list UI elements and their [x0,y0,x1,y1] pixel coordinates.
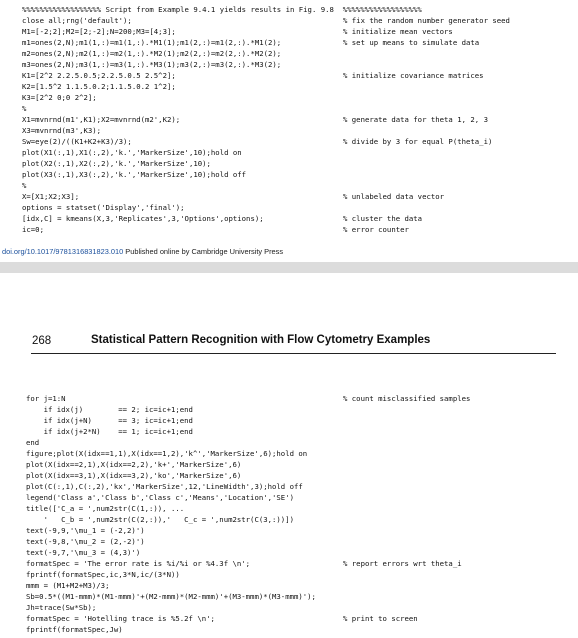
code-comment: % fix the random number generator seed [343,16,510,25]
code-line [0,114,578,125]
code-line [0,393,578,404]
code-text: m3=ones(2,N);m3(1,:)=m3(1,:).*M3(1);m3(2,:)=m3(2,:).*M3(2); [22,60,282,69]
code-line [0,470,578,481]
code-text: fprintf(formatSpec,Jw) [26,625,123,634]
code-text: plot(X1(:,1),X1(:,2),'k.','MarkerSize',10);hold on [22,148,242,157]
code-line [0,547,578,558]
code-text: X1=mvnrnd(m1',K1);X2=mvnrnd(m2',K2); [22,115,181,124]
code-text: m1=ones(2,N);m1(1,:)=m1(1,:).*M1(1);m1(2,:)=m1(2,:).*M1(2); [22,38,282,47]
code-line [0,569,578,580]
code-comment: % unlabeled data vector [343,192,445,201]
code-text: M1=[-2;2];M2=[2;-2];N=200;M3=[4;3]; [22,27,176,36]
code-line [0,580,578,591]
code-line [0,448,578,459]
code-text: plot(X(idx==3,1),X(idx==3,2),'ko','MarkerSize',6) [26,471,242,480]
code-line [0,136,578,147]
code-text: [idx,C] = kmeans(X,3,'Replicates',3,'Options',options); [22,214,264,223]
code-line [0,426,578,437]
code-text: ' C_b = ',num2str(C(2,:)),' C_c = ',num2str(C(3,:))]) [26,515,294,524]
code-line [0,213,578,224]
code-line [0,602,578,613]
code-text: m2=ones(2,N);m2(1,:)=m2(1,:).*M2(1);m2(2,:)=m2(2,:).*M2(2); [22,49,282,58]
code-comment: % count misclassified samples [343,394,471,403]
code-text: K3=[2^2 0;0 2^2]; [22,93,97,102]
code-line [0,158,578,169]
code-line [0,70,578,81]
code-line [0,37,578,48]
code-comment: % initialize covariance matrices [343,71,484,80]
code-text: K2=[1.5^2 1.1.5.0.2;1.1.5.0.2 1^2]; [22,82,176,91]
code-line [0,613,578,624]
code-text: for j=1:N [26,394,66,403]
code-line [0,558,578,569]
code-text: end [26,438,40,447]
running-title: Statistical Pattern Recognition with Flow Cytometry Examples [91,334,431,346]
code-comment: % generate data for theta 1, 2, 3 [343,115,488,124]
code-line [0,81,578,92]
code-line [0,125,578,136]
code-line [0,180,578,191]
code-comment: % set up means to simulate data [343,38,480,47]
code-comment: % report errors wrt theta_i [343,559,462,568]
bottom-page [0,273,578,638]
code-text: close all;rng('default'); [22,16,132,25]
code-text: % [22,104,27,113]
code-line [0,202,578,213]
code-line [0,59,578,70]
code-line [0,536,578,547]
code-text: formatSpec = 'Hotelling trace is %5.2f \n'; [26,614,215,623]
code-comment: % cluster the data [343,214,423,223]
code-text: legend('Class a','Class b','Class c','Means','Location','SE') [26,493,294,502]
page-separator [0,262,578,273]
code-text: if idx(j+2*N) == 1; ic=ic+1;end [26,427,193,436]
code-text: X=[X1;X2;X3]; [22,192,80,201]
code-text: Sw=eye(2)/((K1+K2+K3)/3); [22,137,132,146]
code-text: K1=[2^2 2.2.5.0.5;2.2.5.0.5 2.5^2]; [22,71,176,80]
code-text: %%%%%%%%%%%%%%%%%% Script from Example 9.4.1 yields results in Fig. 9.8 %%%%%%%%%%%%%%%%%% [22,5,422,14]
code-text: text(-9,9,'\mu_1 = (-2,2)') [26,526,145,535]
code-line [0,514,578,525]
code-text: title(['C_a = ',num2str(C(1,:)), ... [26,504,185,513]
code-line [0,459,578,470]
code-line [0,15,578,26]
code-line [0,404,578,415]
code-text: X3=mvnrnd(m3',K3); [22,126,102,135]
code-line [0,503,578,514]
code-text: Sb=0.5*((M1-mmm)*(M1-mmm)'+(M2-mmm)*(M2-mmm)'+(M3-mmm)*(M3-mmm)'); [26,592,316,601]
doi-link[interactable]: doi.org/10.1017/9781316831823.010 [2,247,124,256]
code-line [0,191,578,202]
code-comment: % print to screen [343,614,418,623]
code-line [0,224,578,235]
code-text: formatSpec = 'The error rate is %i/%i or %4.3f \n'; [26,559,251,568]
code-line [0,525,578,536]
code-text: plot(X3(:,1),X3(:,2),'k.','MarkerSize',10);hold off [22,170,247,179]
code-line [0,48,578,59]
code-line [0,624,578,635]
code-text: if idx(j+N) == 3; ic=ic+1;end [26,416,193,425]
code-line [0,492,578,503]
code-comment: % initialize mean vectors [343,27,453,36]
code-text: figure;plot(X(idx==1,1),X(idx==1,2),'k^','MarkerSize',6);hold on [26,449,308,458]
page-number: 268 [32,335,52,347]
code-line [0,415,578,426]
code-text: ic=0; [22,225,44,234]
code-text: plot(C(:,1),C(:,2),'kx','MarkerSize',12,'LineWidth',3);hold off [26,482,303,491]
top-page [0,0,578,262]
code-line [0,437,578,448]
code-comment: % error counter [343,225,409,234]
code-line [0,26,578,37]
code-line [0,147,578,158]
code-line [0,481,578,492]
code-comment: % divide by 3 for equal P(theta_i) [343,137,493,146]
code-line [0,4,578,15]
code-line [0,103,578,114]
code-text: Jh=trace(Sw*Sb); [26,603,97,612]
code-text: options = statset('Display','final'); [22,203,185,212]
code-line [0,92,578,103]
code-text: plot(X(idx==2,1),X(idx==2,2),'k+','MarkerSize',6) [26,460,242,469]
code-text: plot(X2(:,1),X2(:,2),'k.','MarkerSize',10); [22,159,211,168]
code-text: % [22,181,27,190]
doi-footer [2,247,283,256]
code-text: text(-9,8,'\mu_2 = (2,-2)') [26,537,145,546]
code-text: text(-9,7,'\mu_3 = (4,3)') [26,548,141,557]
code-text: mmm = (M1+M2+M3)/3; [26,581,110,590]
code-line [0,591,578,602]
published-note: Published online by Cambridge University Press [123,247,284,256]
code-line [0,169,578,180]
code-text: fprintf(formatSpec,ic,3*N,ic/(3*N)) [26,570,180,579]
header-rule [31,353,556,354]
code-text: if idx(j) == 2; ic=ic+1;end [26,405,193,414]
